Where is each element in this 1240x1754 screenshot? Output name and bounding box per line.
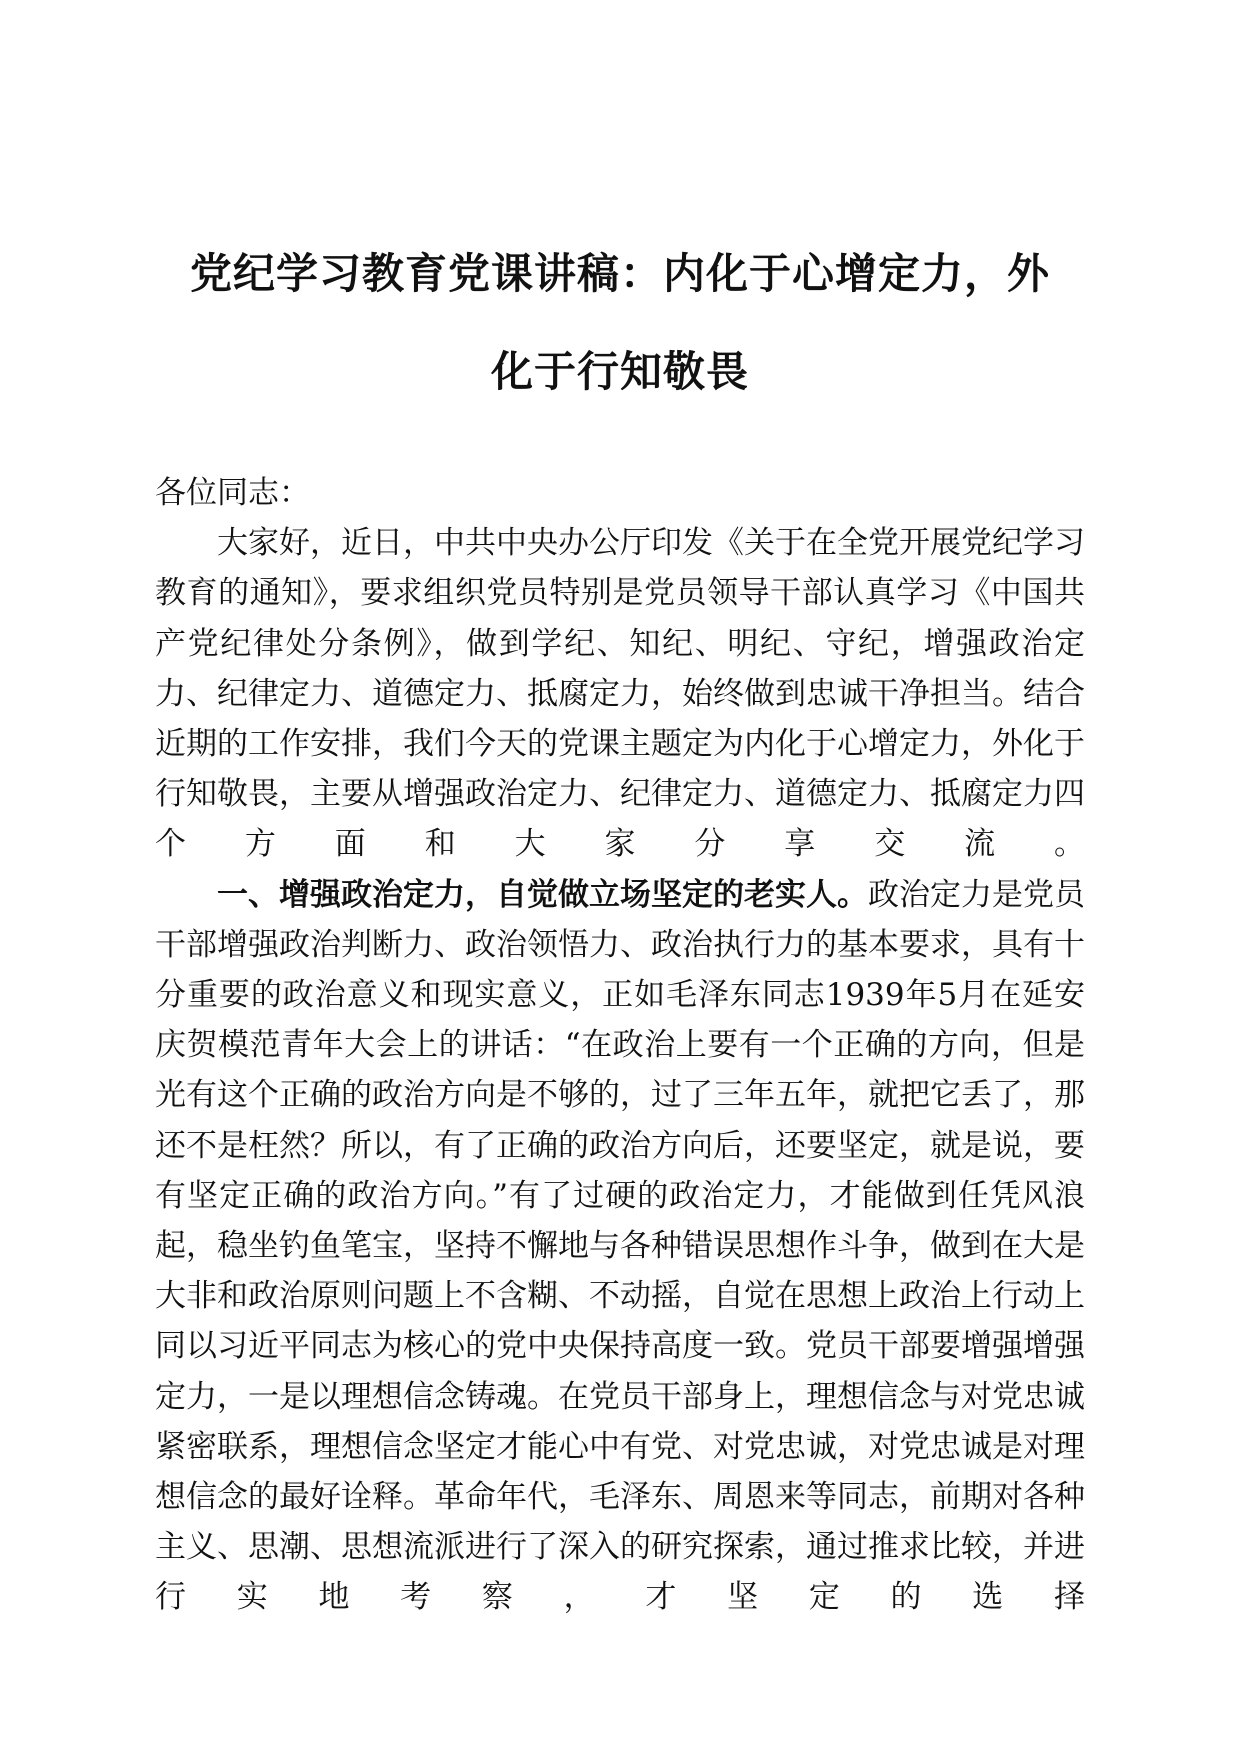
- section-1-emphasis: 一是以理想信念铸魂。: [248, 1378, 558, 1415]
- document-title: [150, 225, 1090, 421]
- section-1-text-b: 在党员干部身上，理想信念与对党忠诚紧密联系，理想信念坚定才能心中有党、对党忠诚，对党忠诚是对理想信念的最好诠释。革命年代，毛泽东、周恩来等同志，前期对各种主义、思潮、思想流派进行了深入的研究探索，通过推求比较，并进行实地考察，才坚定的选择: [155, 1378, 1085, 1616]
- title-line-1: 党纪学习教育党课讲稿：内化于心增定力，外: [189, 249, 1050, 298]
- paragraph-section-1: [155, 870, 1085, 1623]
- section-1-heading: 一、增强政治定力，自觉做立场坚定的老实人。: [217, 876, 868, 913]
- paragraph-introduction-text: 大家好，近日，中共中央办公厅印发《关于在全党开展党纪学习教育的通知》，要求组织党员特别是党员领导干部认真学习《中国共产党纪律处分条例》，做到学纪、知纪、明纪、守纪，增强政治定力、纪律定力、道德定力、抵腐定力，始终做到忠诚干净担当。结合近期的工作安排，我们今天的党课主题定为内化于心增定力，外化于行知敬畏，主要从增强政治定力、纪律定力、道德定力、抵腐定力四个方面和大家分享交流。: [155, 525, 1085, 863]
- greeting: 各位同志：: [155, 475, 310, 511]
- document-body: [155, 468, 1085, 1623]
- title-line-2: 化于行知敬畏: [490, 347, 749, 396]
- paragraph-introduction: [155, 518, 1085, 869]
- section-1-text-a: 政治定力是党员干部增强政治判断力、政治领悟力、政治执行力的基本要求，具有十分重要的政治意义和现实意义，正如毛泽东同志1939年5月在延安庆贺模范青年大会上的讲话：“在政治上要有一个正确的方向，但是光有这个正确的政治方向是不够的，过了三年五年，就把它丢了，那还不是枉然？所以，有了正确的政治方向后，还要坚定，就是说，要有坚定正确的政治方向。”有了过硬的政治定力，才能做到任凭风浪起，稳坐钓鱼笔宝，坚持不懈地与各种错误思想作斗争，做到在大是大非和政治原则问题上不含糊、不动摇，自觉在思想上政治上行动上同以习近平同志为核心的党中央保持高度一致。党员干部要增强增强定力，: [155, 876, 1085, 1415]
